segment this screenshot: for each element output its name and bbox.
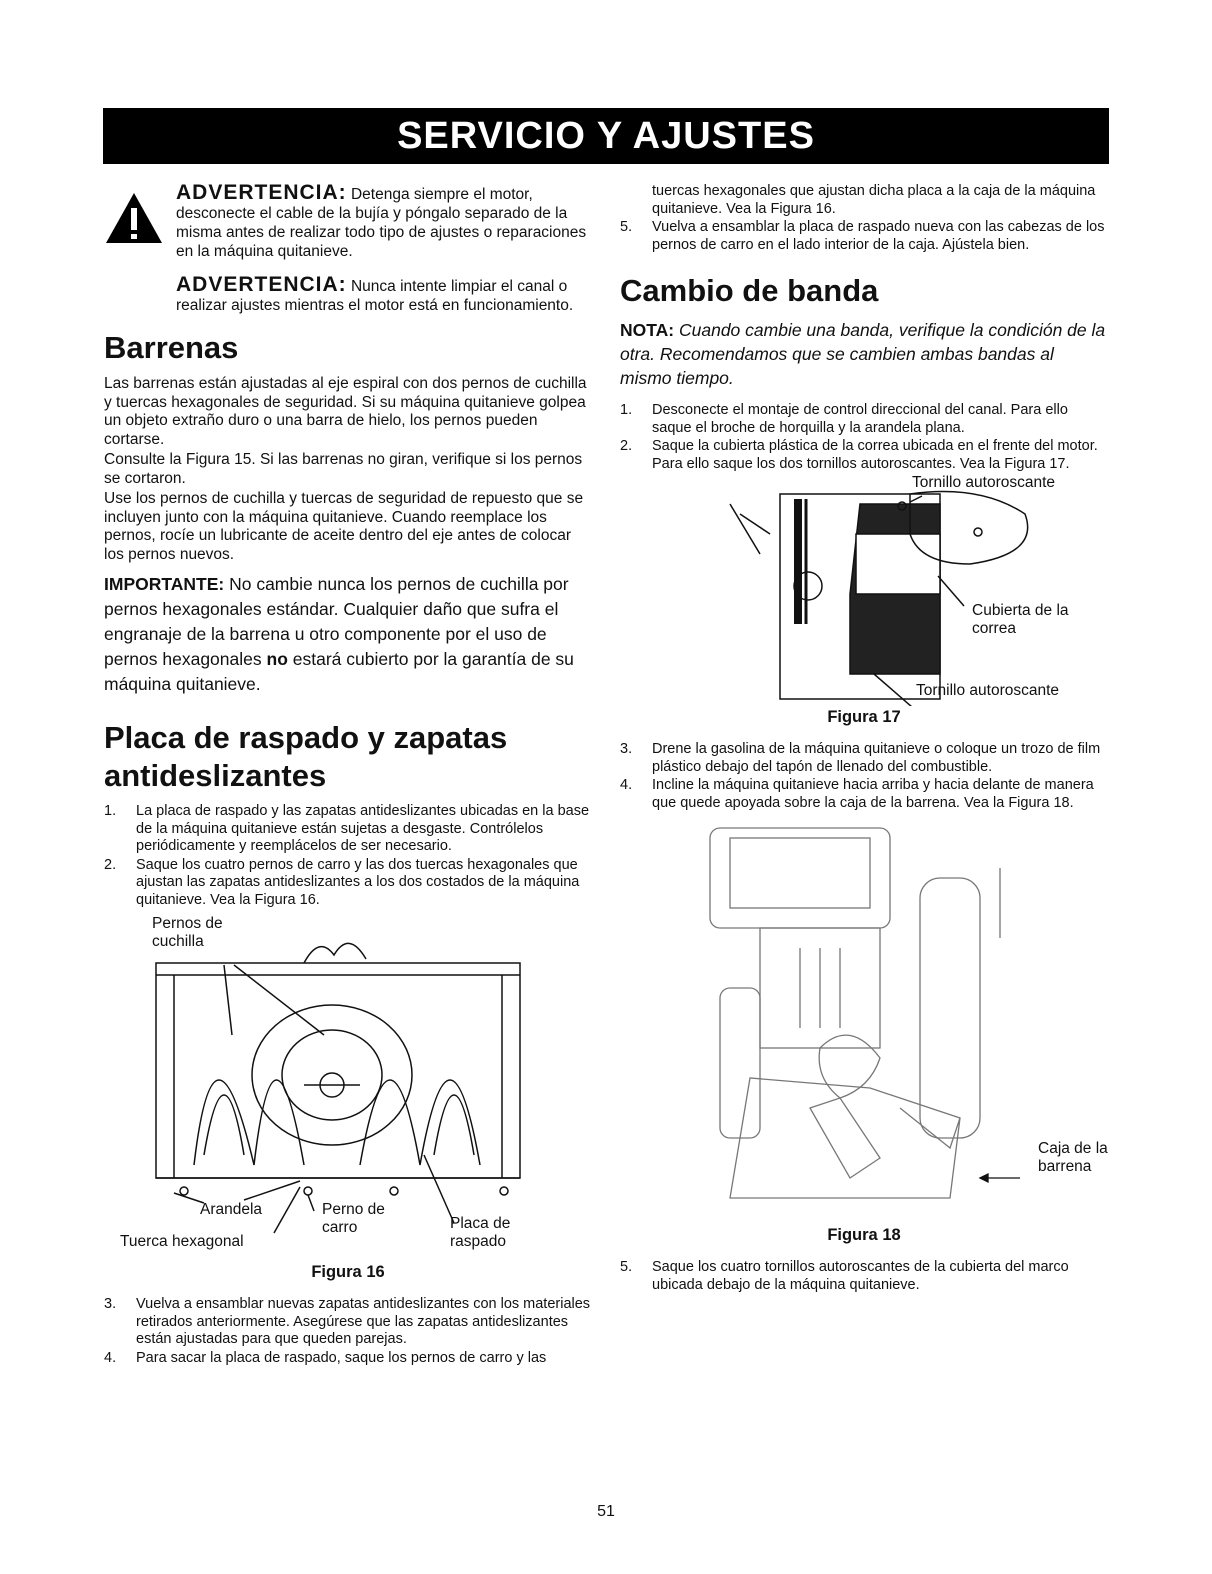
label-cubierta: Cubierta de la correa	[972, 602, 1069, 637]
list-item: 1. Desconecte el montaje de control direccional del canal. Para ello saque el broche de horquilla y la arandela plana.	[620, 402, 1068, 436]
label-arandela: Arandela	[200, 1201, 263, 1218]
warning-title: ADVERTENCIA:	[176, 273, 347, 296]
figure-17	[620, 474, 1108, 706]
warning-text: Detenga siempre el motor, desconecte el cable de la bujía y póngalo separado de la misma antes de realizar todo tipo de ajustes o reparaciones en la máquina quitanieve.	[176, 186, 587, 260]
page-banner: SERVICIO Y AJUSTES	[103, 108, 1109, 164]
label-placa-raspado: Placa de raspado	[450, 1215, 511, 1250]
figure-17-caption: Figura 17	[827, 708, 901, 726]
list-item: 5. Vuelva a ensamblar la placa de raspado nueva con las cabezas de los pernos de carro en el lado interior de la caja. Ajústela bien.	[620, 219, 1105, 253]
warning-triangle-icon	[104, 191, 164, 245]
important-label: IMPORTANTE:	[104, 574, 225, 594]
important-note	[104, 572, 592, 697]
important-bold: no	[266, 649, 288, 669]
cambio-steps-mid	[620, 741, 1108, 812]
figure-16	[104, 915, 592, 1261]
figure-16-caption: Figura 16	[311, 1263, 385, 1281]
important-text: No cambie nunca los pernos de cuchilla por pernos hexagonales estándar. Cualquier daño que sufra el engranaje de la barrena u otro componente por el uso de pernos hexagonales	[104, 574, 569, 669]
note	[620, 318, 1108, 390]
list-item: 1. La placa de raspado y las zapatas antideslizantes ubicadas en la base de la máquina quitanieve están sujetas a desgaste. Contrólelos periódicamente y reemplácelos de ser necesario.	[104, 803, 590, 854]
list-item: tuercas hexagonales que ajustan dicha placa a la caja de la máquina quitanieve. Vea la Figura 16.	[652, 183, 1096, 217]
section-heading-barrenas: Barrenas	[104, 330, 239, 365]
placa-steps-right	[620, 183, 1108, 254]
right-column	[620, 183, 1108, 1295]
important-text: estará cubierto por la garantía de su máquina quitanieve.	[104, 649, 574, 694]
warning-block-1	[104, 183, 592, 261]
note-text: Cuando cambie una banda, verifique la condición de la otra. Recomendamos que se cambien ambas bandas al mismo tiempo.	[620, 320, 1106, 388]
figure-18-caption: Figura 18	[827, 1226, 901, 1244]
list-item: 3. Drene la gasolina de la máquina quitanieve o coloque un trozo de film plástico debajo del tapón de llenado del combustible.	[620, 741, 1101, 775]
section-heading-placa: Placa de raspado y zapatas antideslizantes	[104, 720, 508, 793]
label-tornillo-bottom: Tornillo autoroscante	[916, 682, 1060, 699]
label-tornillo-top: Tornillo autoroscante	[912, 474, 1056, 491]
label-pernos: Pernos de cuchilla	[152, 915, 223, 950]
page-number: 51	[597, 1503, 615, 1520]
list-item: 5. Saque los cuatro tornillos autoroscantes de la cubierta del marco ubicada debajo de la máquina quitanieve.	[620, 1259, 1069, 1293]
list-item: 4. Para sacar la placa de raspado, saque los pernos de carro y las	[104, 1349, 547, 1366]
warning-text: Nunca intente limpiar el canal o realizar ajustes mientras el motor está en funcionamiento.	[176, 278, 574, 314]
cambio-steps-end	[620, 1259, 1108, 1294]
list-item: 2. Saque los cuatro pernos de carro y las dos tuercas hexagonales que ajustan las zapatas antideslizantes a los dos costados de la máquina quitanieve. Vea la Figura 16.	[104, 856, 580, 908]
cambio-steps	[620, 402, 1108, 473]
paragraph: Use los pernos de cuchilla y tuercas de seguridad de repuesto que se incluyen junto con la máquina quitanieve. Cuando reemplace los pernos, rocíe un lubricante de aceite dentro del eje antes de colocar los pernos nuevos.	[104, 490, 584, 563]
list-item: 3. Vuelva a ensamblar nuevas zapatas antideslizantes con los materiales retirados anteriormente. Asegúrese que las zapatas antideslizantes están ajustadas para que queden parejas.	[104, 1296, 591, 1347]
warning-block-2	[104, 275, 592, 315]
section-heading-cambio: Cambio de banda	[620, 273, 879, 308]
label-perno-carro: Perno de carro	[322, 1201, 385, 1236]
figure-18-drawing	[620, 818, 1108, 1224]
note-label: NOTA:	[620, 320, 675, 340]
placa-steps	[104, 803, 592, 909]
warning-title: ADVERTENCIA:	[176, 181, 347, 204]
paragraph: Consulte la Figura 15. Si las barrenas no giran, verifique si los pernos se cortaron.	[104, 451, 583, 487]
label-caja: Caja de la barrena	[1038, 1140, 1108, 1175]
figure-17-drawing	[620, 474, 1108, 706]
paragraph: Las barrenas están ajustadas al eje espiral con dos pernos de cuchilla y tuercas hexagonales de seguridad. Si su máquina quitanieve golpea un objeto extraño duro o una barra de hielo, los pernos pueden cortarse.	[104, 375, 587, 448]
label-tuerca: Tuerca hexagonal	[120, 1233, 244, 1250]
list-item: 2. Saque la cubierta plástica de la correa ubicada en el frente del motor. Para ello saque los dos tornillos autoroscantes. Vea la Figura 17.	[620, 438, 1098, 472]
list-item: 4. Incline la máquina quitanieve hacia arriba y hacia delante de manera que quede apoyada sobre la caja de la barrena. Vea la Figura 18.	[620, 777, 1094, 811]
placa-steps-continued	[104, 1296, 592, 1367]
figure-18	[620, 818, 1108, 1224]
left-column	[104, 183, 592, 1368]
